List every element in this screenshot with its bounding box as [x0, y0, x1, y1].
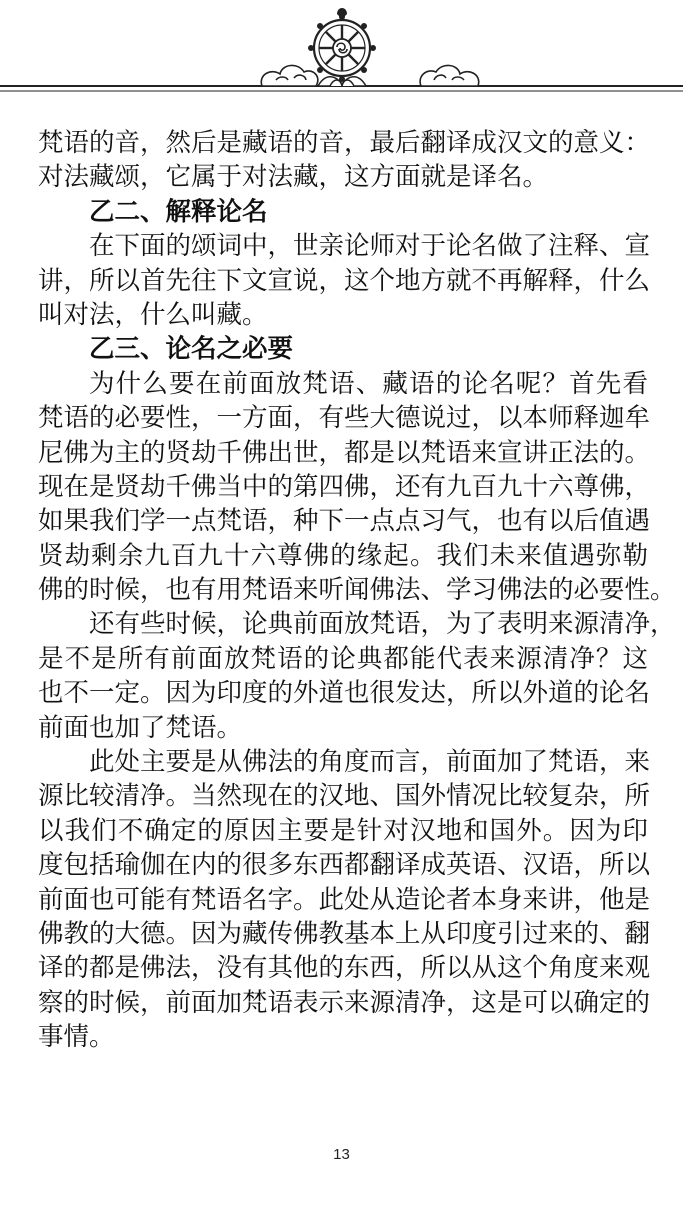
- text-line: 以我们不确定的原因主要是针对汉地和国外。因为印: [38, 815, 648, 846]
- text-line: 还有些时候，论典前面放梵语，为了表明来源清净，: [89, 609, 676, 640]
- dharma-wheel-icon: [308, 8, 376, 82]
- text-line: 梵语的必要性，一方面，有些大德说过，以本师释迦牟: [38, 403, 651, 434]
- text-line: 察的时候，前面加梵语表示来源清净，这是可以确定的: [38, 987, 651, 1018]
- page-body: [38, 126, 676, 1055]
- text-line: 事情。: [38, 1022, 115, 1053]
- text-line: 贤劫剩余九百九十六尊佛的缘起。我们未来值遇弥勒: [38, 540, 648, 571]
- page-number: 13: [333, 1146, 350, 1163]
- text-line: 在下面的颂词中，世亲论师对于论名做了注释、宣: [89, 231, 651, 262]
- text-line: 如果我们学一点梵语，种下一点点习气，也有以后值遇: [38, 506, 651, 537]
- text-line: 此处主要是从佛法的角度而言，前面加了梵语，来: [89, 747, 651, 778]
- text-line: 也不一定。因为印度的外道也很发达，所以外道的论名: [38, 678, 651, 709]
- text-line: 对法藏颂，它属于对法藏，这方面就是译名。: [38, 162, 549, 193]
- text-line: 前面也加了梵语。: [38, 712, 243, 743]
- text-line: 叫对法，什么叫藏。: [38, 299, 268, 330]
- text-line: 前面也可能有梵语名字。此处从造论者本身来讲，他是: [38, 884, 651, 915]
- section-heading: 乙三、论名之必要: [89, 334, 294, 365]
- text-line: 佛教的大德。因为藏传佛教基本上从印度引过来的、翻: [38, 918, 651, 949]
- text-line: 译的都是佛法，没有其他的东西，所以从这个角度来观: [38, 953, 651, 984]
- text-line: 现在是贤劫千佛当中的第四佛，还有九百九十六尊佛，: [38, 471, 651, 502]
- text-line: 梵语的音，然后是藏语的音，最后翻译成汉文的意义：: [38, 128, 651, 158]
- cloud-ornament-left: [261, 65, 318, 86]
- text-line: 为什么要在前面放梵语、藏语的论名呢？首先看: [89, 368, 648, 399]
- cloud-ornament-right: [420, 65, 479, 86]
- text-line: 佛的时候，也有用梵语来听闻佛法、学习佛法的必要性。: [38, 575, 676, 606]
- header-ornament: [0, 0, 683, 110]
- text-line: 度包括瑜伽在内的很多东西都翻译成英语、汉语，所以: [38, 850, 651, 881]
- text-line: 讲，所以首先往下文宣说，这个地方就不再解释，什么: [38, 265, 651, 296]
- section-heading: 乙二、解释论名: [89, 196, 268, 227]
- text-line: 尼佛为主的贤劫千佛出世，都是以梵语来宣讲正法的。: [38, 437, 651, 468]
- text-line: 源比较清净。当然现在的汉地、国外情况比较复杂，所: [38, 781, 651, 812]
- text-line: 是不是所有前面放梵语的论典都能代表来源清净？这: [38, 643, 648, 674]
